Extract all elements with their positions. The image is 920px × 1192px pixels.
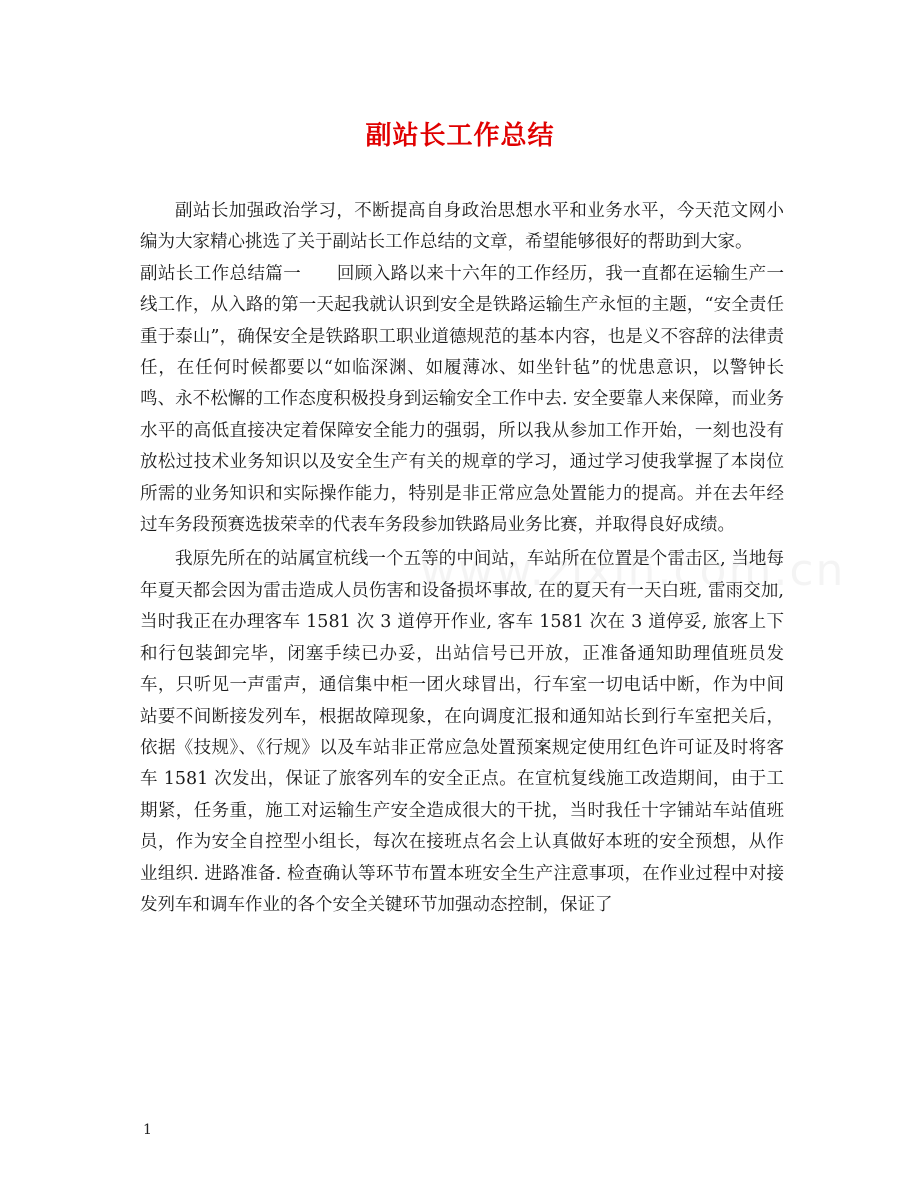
document-title: 副站长工作总结 — [365, 121, 555, 151]
station-experience-paragraph: 我原先所在的站属宣杭线一个五等的中间站，车站所在位置是个雷击区, 当地每年夏天都会因为雷击造成人员伤害和设备损坏事故, 在的夏天有一天白班, 雷雨交加, 当时我正在办理客车 1581 次 3 道停开作业, 客车 1581 次在 3 道停妥, 旅客上下和行包装卸完毕，闭塞手续已办妥，出站信号已开放，正准备通知助理值班员发车，只听见一声雷声，通信集中柜一团火球冒出，行车室一切电话中断，作为中间站要不间断接发列车，根据故障现象，在向调度汇报和通知站长到行车室把关后，依据《技规》、《行规》以及车站非正常应急处置预案规定使用红色许可证及时将客车 1581 次发出，保证了旅客列车的安全正点。在宣杭复线施工改造期间，由于工期紧，任务重，施工对运输生产安全造成很大的干扰，当时我任十字铺站车站值班员，作为安全自控型小组长，每次在接班点名会上认真做好本班的安全预想，从作业组织. 进路准备. 检查确认等环节布置本班安全生产注意事项，在作业过程中对接发列车和调车作业的各个安全关键环节加强动态控制，保证了 — [140, 549, 784, 915]
document-body — [140, 196, 784, 921]
intro-paragraph: 副站长加强政治学习，不断提高自身政治思想水平和业务水平，今天范文网小编为大家精心挑选了关于副站长工作总结的文章，希望能够很好的帮助到大家。 — [140, 201, 784, 253]
page-number: 1 — [143, 1122, 152, 1138]
section-one-paragraph: 副站长工作总结篇一 回顾入路以来十六年的工作经历，我一直都在运输生产一线工作，从入路的第一天起我就认识到安全是铁路运输生产永恒的主题，“安全责任重于泰山”，确保安全是铁路职工职业道德规范的基本内容，也是义不容辞的法律责任，在任何时候都要以“如临深渊、如履薄冰、如坐针毡”的忧患意识，以警钟长鸣、永不松懈的工作态度积极投身到运输安全工作中去. 安全要靠人来保障，而业务水平的高低直接决定着保障安全能力的强弱，所以我从参加工作开始，一刻也没有放松过技术业务知识以及安全生产有关的规章的学习，通过学习使我掌握了本岗位所需的业务知识和实际操作能力，特别是非正常应急处置能力的提高。并在去年经过车务段预赛选拔荣幸的代表车务段参加铁路局业务比赛，并取得良好成绩。 — [140, 263, 784, 536]
